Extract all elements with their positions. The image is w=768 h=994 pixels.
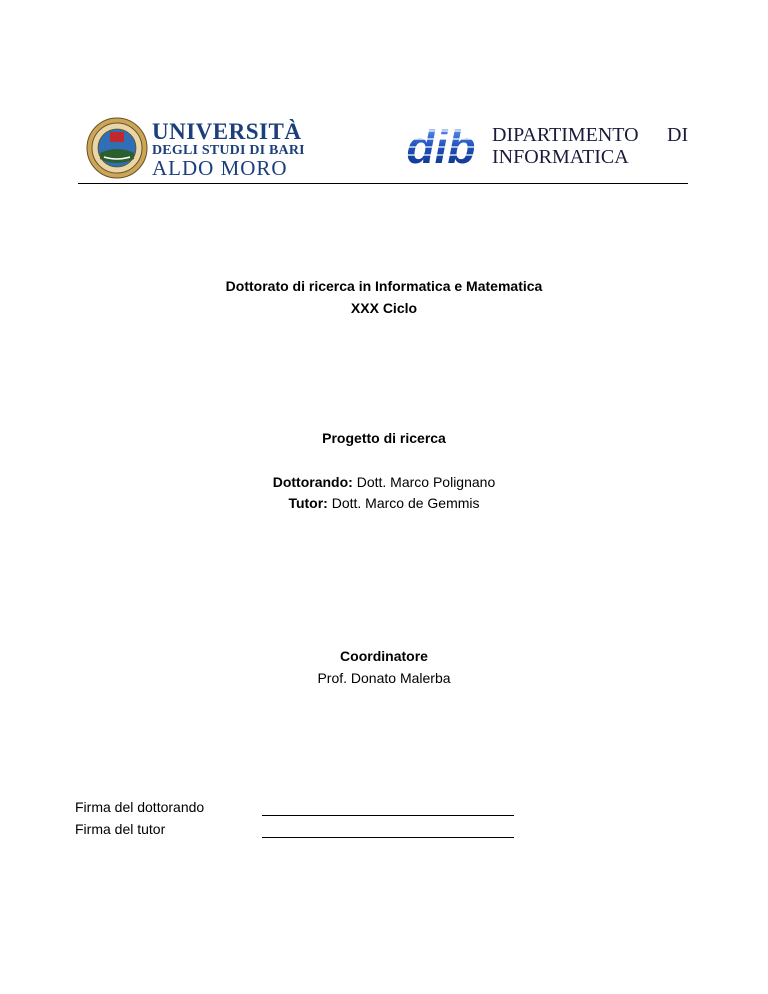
program-title: Dottorato di ricerca in Informatica e Matematica (225, 278, 543, 294)
coordinator-name: Prof. Donato Malerba (317, 670, 451, 686)
student-signature-label: Firma del dottorando (75, 799, 205, 815)
header-rule (78, 183, 688, 184)
student-label: Dottorando: (272, 474, 353, 490)
department-line2: INFORMATICA (492, 146, 629, 168)
coordinator-label: Coordinatore (340, 648, 428, 664)
tutor-label: Tutor: (288, 495, 328, 511)
tutor-name: Dott. Marco de Gemmis (331, 495, 480, 511)
university-line1: UNIVERSITÀ (152, 119, 302, 144)
tutor-line (0, 495, 768, 511)
dib-logo-text: dib (406, 125, 476, 169)
tutor-signature-line (262, 837, 514, 838)
department-di: DI (667, 124, 689, 146)
tutor-signature-label: Firma del tutor (75, 821, 166, 837)
student-name: Dott. Marco Polignano (356, 474, 496, 490)
student-signature-line (262, 815, 514, 816)
student-line (0, 474, 768, 490)
department-line1: DIPARTIMENTO (492, 124, 639, 146)
university-line3: ALDO MORO (152, 156, 288, 180)
department-name (492, 124, 639, 168)
cycle-title: XXX Ciclo (350, 300, 418, 316)
university-seal-icon (86, 117, 148, 179)
university-line2: DEGLI STUDI DI BARI (152, 143, 305, 158)
university-name (152, 120, 305, 179)
dib-logo (395, 125, 487, 169)
project-heading: Progetto di ricerca (322, 430, 446, 446)
